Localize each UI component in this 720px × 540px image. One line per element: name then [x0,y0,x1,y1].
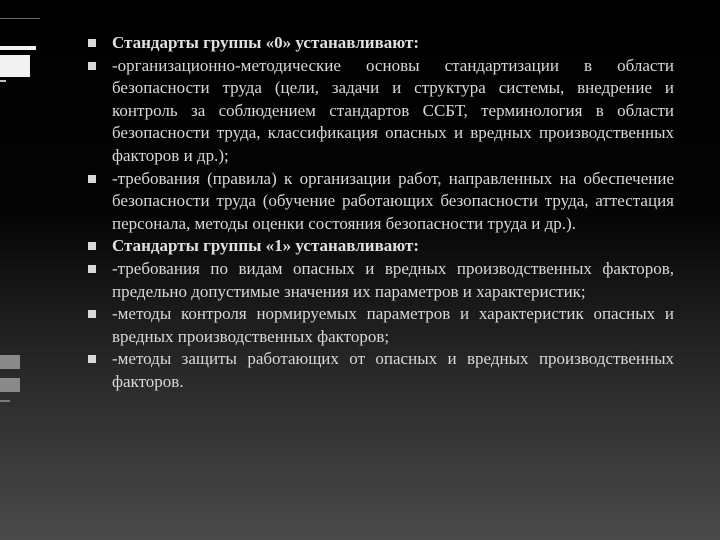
list-item-text: -организационно-методические основы стандартизации в области безопасности труда (цели, задачи и структура системы, внедрение и контроль за соблюдением стандартов ССБТ, терминология в области безопасности труда, классификация опасных и вредных производственных факторов и др.); [112,55,674,165]
deco-bar-2 [0,55,30,77]
square-bullet-icon [88,355,96,363]
bullet-list-container [88,32,674,394]
square-bullet-icon [88,62,96,70]
list-item-text: -методы контроля нормируемых параметров и характеристик опасных и вредных производственных факторов; [112,304,674,346]
list-item-text: Стандарты группы «0» устанавливают: [112,33,420,52]
deco-bar-1 [0,46,36,50]
list-item [88,55,674,168]
deco-bar-3 [0,80,6,82]
square-bullet-icon [88,39,96,47]
square-bullet-icon [88,175,96,183]
list-item [88,168,674,236]
list-item [88,258,674,303]
list-item-heading [88,32,674,55]
list-item-text: -требования (правила) к организации работ, направленных на обеспечение безопасности труда (обучение работающих безопасности труда, аттестация персонала, методы оценки состояния безопасности труда и др.). [112,168,674,233]
deco-bar-5 [0,378,20,392]
square-bullet-icon [88,242,96,250]
deco-bar-6 [0,400,10,402]
list-item-heading [88,235,674,258]
deco-bar-top-thin [0,18,40,19]
list-item-text: -методы защиты работающих от опасных и вредных производственных факторов. [112,349,674,391]
square-bullet-icon [88,265,96,273]
square-bullet-icon [88,310,96,318]
list-item [88,303,674,348]
list-item [88,348,674,393]
list-item-text: Стандарты группы «1» устанавливают: [112,236,420,256]
deco-bar-4 [0,355,20,369]
bullet-list [88,32,674,394]
list-item-text: -требования по видам опасных и вредных производственных факторов, предельно допустимые значения их параметров и характеристик; [112,258,674,301]
